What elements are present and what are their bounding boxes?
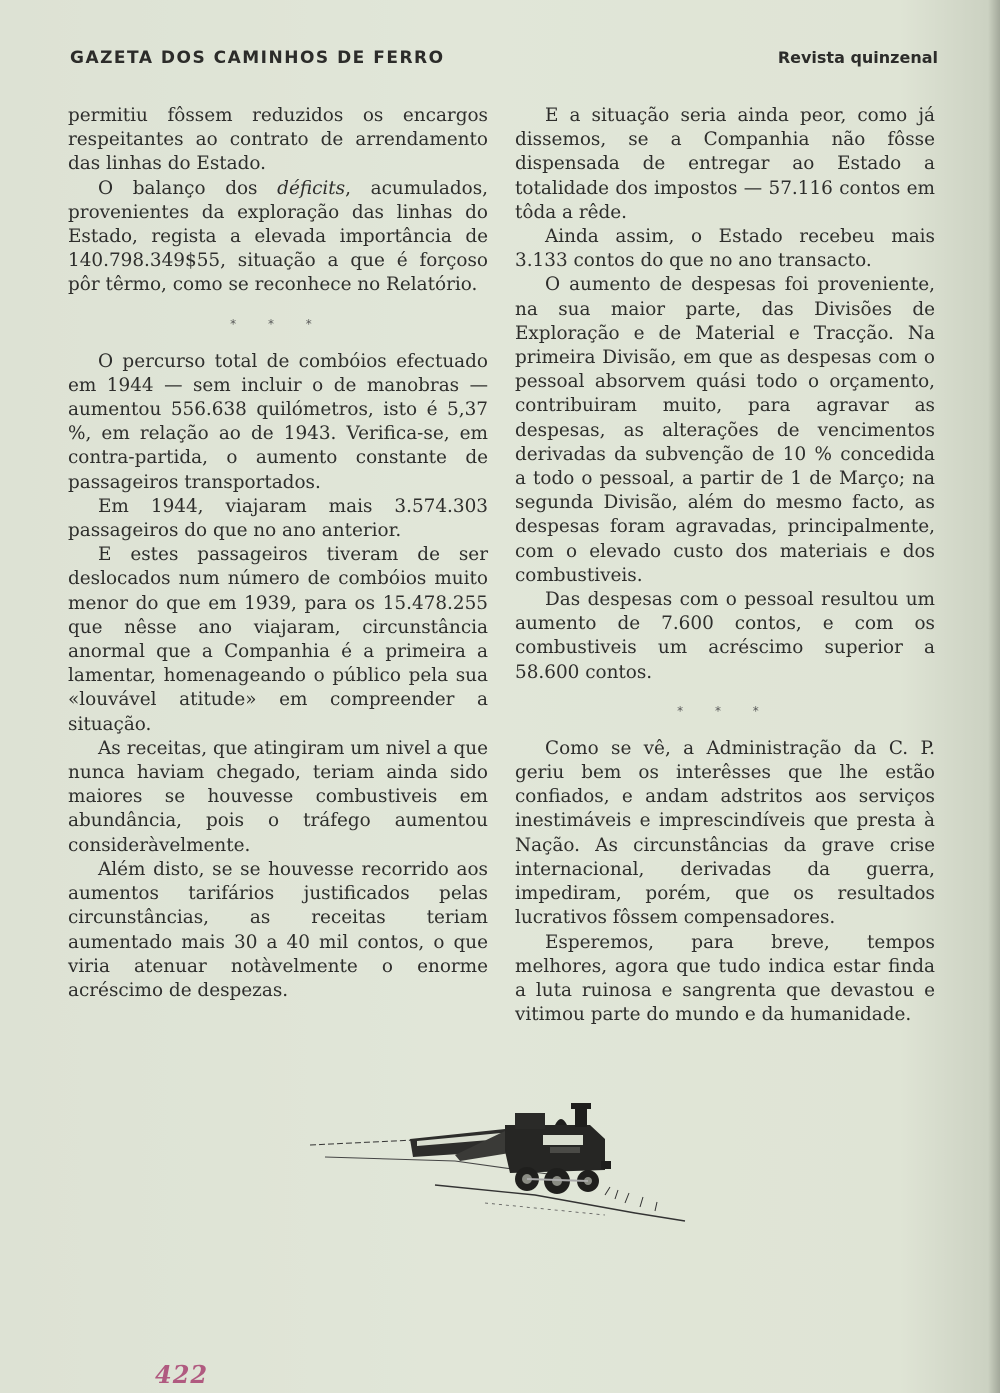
paragraph: E a situação seria ainda peor, como já dissemos, se a Companhia não fôsse dispensada de entregar ao Estado a totalidade dos impostos — 57.116 contos em tôda a rêde. [515, 105, 935, 223]
paragraph: permitiu fôssem reduzidos os encargos respeitantes ao contrato de arrendamento das linhas do Estado. [68, 105, 488, 175]
paragraph-emphasis: déficits [277, 177, 346, 199]
right-column [515, 104, 935, 1027]
paragraph: Das despesas com o pessoal resultou um aumento de 7.600 contos, e com os combustiveis um acréscimo superior a 58.600 contos. [515, 589, 935, 683]
left-column [68, 104, 488, 1003]
paragraph: E estes passageiros tiveram de ser deslocados num número de combóios muito menor do que em 1939, para os 15.478.255 que nêsse ano viajaram, circunstância anormal que a Companhia é a primeira a lamentar, homenageando o público pela sua «louvável atitude» em compreender a situação. [68, 544, 488, 735]
paragraph: O percurso total de combóios efectuado em 1944 — sem incluir o de manobras — aumentou 556.638 quilómetros, isto é 5,37 %, em relação ao de 1943. Verifica-se, em contra-partida, o aumento constante de passageiros transportados. [68, 350, 488, 493]
section-separator: * * * [677, 703, 773, 718]
paragraph: O aumento de despesas foi proveniente, na sua maior parte, das Divisões de Exploração e de Material e Tracção. Na primeira Divisão, em que as despesas com o pessoal absorvem quási todo o orçamento, contribuiram muito, para agravar as despesas, as alterações de vencimentos derivadas da subvenção de 10 % concedida a todo o pessoal, a partir de 1 de Março; na segunda Divisão, além do mesmo facto, as despesas foram agravadas, principalmente, com o elevado custo dos materiais e dos combustiveis. [515, 274, 935, 586]
page-edge-shadow [988, 0, 1000, 1393]
page-number: 422 [155, 1360, 209, 1389]
paragraph: As receitas, que atingiram um nivel a que nunca haviam chegado, teriam ainda sido maiores se houvesse combustiveis em abundância, pois o tráfego aumentou consideràvelmente. [68, 737, 488, 856]
paragraph: Como se vê, a Administração da C. P. geriu bem os interêsses que lhe estão confiados, e andam adstritos aos serviços inestimáveis e imprescindíveis que presta à Nação. As circunstâncias da grave crise internacional, derivadas da guerra, impediram, porém, que os resultados lucrativos fôssem compensadores. [515, 737, 935, 929]
paragraph: Ainda assim, o Estado recebeu mais 3.133 contos do que no ano transacto. [515, 226, 935, 272]
paragraph: Em 1944, viajaram mais 3.574.303 passageiros do que no ano anterior. [68, 495, 488, 542]
steam-train-icon [305, 1095, 695, 1235]
paragraph: Além disto, se se houvesse recorrido aos aumentos tarifários justificados pelas circunstâncias, as receitas teriam aumentado mais 30 a 40 mil contos, o que viria atenuar notàvelmente o enorme acréscimo de despezas. [68, 858, 488, 1001]
paragraph-text: O balanço dos [98, 177, 278, 199]
publication-subtitle: Revista quinzenal [777, 48, 938, 67]
paragraph [68, 177, 488, 298]
publication-title: GAZETA DOS CAMINHOS DE FERRO [70, 48, 445, 68]
paragraph: Esperemos, para breve, tempos melhores, agora que tudo indica estar finda a luta ruinosa e sangrenta que devastou e vitimou parte do mundo e da humanidade. [515, 931, 935, 1026]
section-separator: * * * [230, 316, 326, 331]
paragraph-text: , acumulados, provenientes da exploração das linhas do Estado, regista a elevada importância de 140.798.349$55, situação a que é forçoso pôr têrmo, como se reconhece no Relatório. [68, 177, 488, 296]
